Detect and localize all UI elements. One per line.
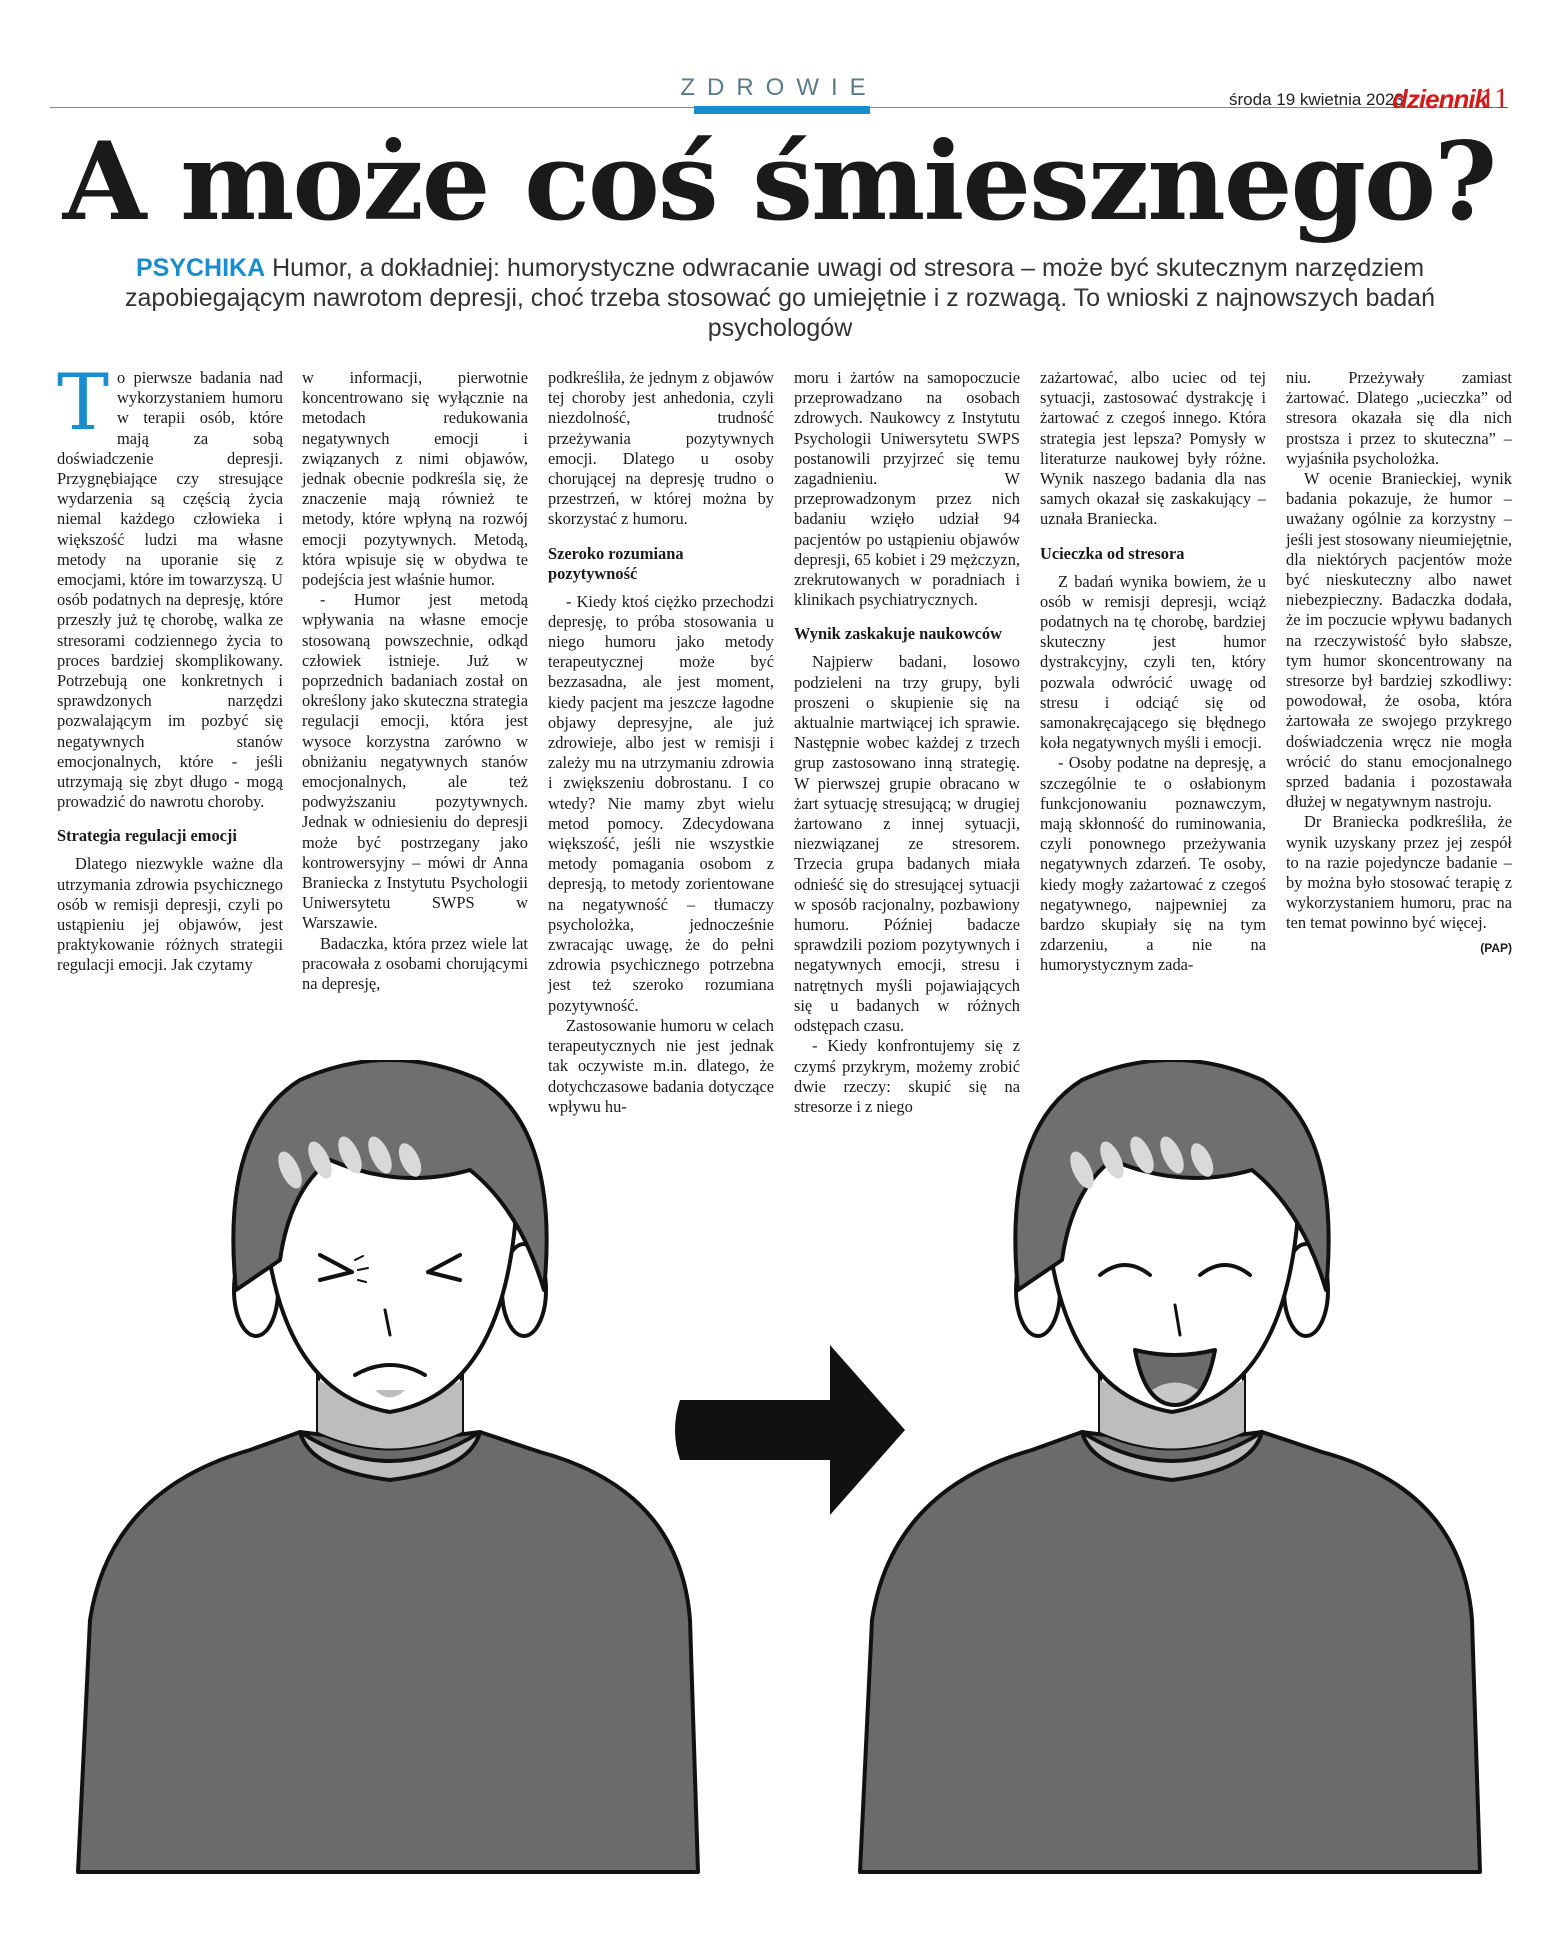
left-shirt <box>78 1432 698 1872</box>
paragraph: - Kiedy ktoś ciężko przechodzi depresję, to próba stosowania u niego humoru jako metody terapeutycznej może być bezzasadna, ale jest moment, kiedy pacjent ma jeszcze łagodne objawy depresyjne, ale już zdrowieje, albo jest w remisji i zależy mu na utrzymaniu zdrowia i zwiększeniu dobrostanu. I co wtedy? Nie mamy zbyt wielu metod pomocy. Zdecydowana większość, jeśli nie wszystkie metody pomagania osobom z depresją, to metody zorientowane na negatywność – tłumaczy psycholożka, jednocześnie zwracając uwagę, że do pełni zdrowia psychicznego potrzebna jest też szeroko rozumiana pozytywność. <box>548 591 774 1015</box>
article-column-5 <box>1040 368 1266 976</box>
first-paragraph <box>57 358 283 812</box>
article-column-1 <box>57 358 283 976</box>
paragraph: Najpierw badani, losowo podzieleni na trzy grupy, byli proszeni o skupienie się na aktualnie martwiącej ich sprawie. Następnie wobec każdej z trzech grup zastosowano inną strategię. W pierwszej grupie obracano w żart sytuację stresującą; w drugiej żartowano z innej sytuacji, niezwiązanej ze stresorem. Trzecia grupa badanych miała odnieść się do stresującej sytuacji w sposób racjonalny, pozbawiony humoru. Później badacze sprawdzili poziom pozytywnych i negatywnych emocji, stresu i natrętnych myśli pojawiających się u badanych w różnych odstępach czasu. <box>794 652 1020 1036</box>
section-label: ZDROWIE <box>680 74 878 101</box>
article-column-6 <box>1286 368 1512 958</box>
credit: (PAP) <box>1480 940 1512 955</box>
issue-date: środa 19 kwietnia 2023 <box>1229 90 1404 109</box>
paragraph: zażartować, albo uciec od tej sytuacji, zastosować dystrakcję i żartować z czegoś innego. Która strategia jest lepsza? Pomysły w literaturze naukowej były różne. Wynik naszego badania dla nas samych okazał się zaskakujący – uznała Braniecka. <box>1040 368 1266 529</box>
headline: A może coś śmiesznego? <box>62 119 1496 245</box>
paragraph: podkreśliła, że jednym z objawów tej choroby jest anhedonia, czyli niezdolność, trudność przeżywania pozytywnych emocji. Dlatego u osoby chorującej na depresję trudno o przestrzeń, w której można by skorzystać z humoru. <box>548 368 774 529</box>
paragraph-text: o pierwsze badania nad wykorzystaniem humoru w terapii osób, które mają za sobą doświadczenie depresji. Przygnębiające czy stresujące wydarzenia są częścią życia niemal każdego człowieka i większość ludzi ma własne metody na uporanie się z emocjami, które im towarzyszą. U osób podatnych na depresję, które przeszły już tę chorobę, walka ze stresorami codziennego życia to proces bardziej skomplikowany. Potrzebują one konkretnych i sprawdzonych narzędzi pozwalającym im pozbyć się negatywnych stanów emocjonalnych, które - jeśli utrzymają się zbyt długo - mogą prowadzić do nawrotu choroby. <box>57 368 283 812</box>
paragraph: Badaczka, która przez wiele lat pracowała z osobami chorującymi na depresję, <box>302 933 528 994</box>
drop-cap: T <box>57 358 110 448</box>
paragraph: W ocenie Branieckiej, wynik badania pokazuje, że humor – uważany ogólnie za korzystny – jeśli jest stosowany nieumiejętnie, dla niektórych pacjentów może być nieskuteczny albo nawet niebezpieczny. Badaczka dodała, że im poczucie wpływu badanych na rzeczywistość było słabsze, tym humor skoncentrowany na stresorze był bardziej szkodliwy: powodował, że osoba, która żartowała ze swojego przykrego doświadczenia wręcz nie mogła wrócić do stanu emocjonalnego sprzed badania i pozostawała dłużej w negatywnym nastroju. <box>1286 469 1512 812</box>
paragraph: niu. Przeżywały zamiast żartować. Dlatego „ucieczka” od stresora okazała się dla nich prostsza i przez to skuteczna” – wyjaśniła psycholożka. <box>1286 368 1512 468</box>
sad-person-illustration <box>78 1060 698 1872</box>
paragraph: Dr Braniecka podkreśliła, że wynik uzyskany przez jej zespół to na razie pojedyncze badanie – by można było stosować terapię z wykorzystaniem humoru, prac na ten temat powinno być więcej. <box>1286 812 1512 933</box>
page-number: 11 <box>1480 82 1509 115</box>
paragraph: Z badań wynika bowiem, że u osób w remisji depresji, wciąż podatnych na tę chorobę, bardziej skuteczny jest humor dystrakcyjny, czyli ten, który pozwala odwrócić uwagę od stresu i odciąć się od samonakręcającego się błędnego koła negatywnych myśli i emocji. <box>1040 571 1266 753</box>
article-column-3 <box>548 368 774 1117</box>
paragraph: moru i żartów na samopoczucie przeprowadzano na osobach zdrowych. Naukowcy z Instytutu Psychologii Uniwersytetu SWPS postanowili przyjrzeć się temu zagadnieniu. W przeprowadzonym przez nich badaniu wzięło udział 94 pacjentów po ustąpieniu objawów depresji, 65 kobiet i 29 mężczyzn, zrekrutowanych w poradniach i klinikach psychiatrycznych. <box>794 368 1020 610</box>
subheading-wynik: Wynik zaskakuje naukowców <box>794 624 1002 644</box>
subheading-strategia: Strategia regulacji emocji <box>57 826 237 846</box>
brand-logo: dziennik <box>1392 84 1489 114</box>
happy-person-illustration <box>860 1060 1480 1872</box>
paragraph: - Humor jest metodą wpływania na własne emocje stosowaną powszechnie, odkąd człowiek istnieje. Już w poprzednich badaniach został on określony jako skuteczna strategia regulacji emocji, która jest wysoce korzystna zarówno w obniżaniu negatywnych stanów emocjonalnych, ale też podwyższaniu pozytywnych. Jednak w odniesieniu do depresji może być postrzegany jako kontrowersyjny – mówi dr Anna Braniecka z Instytutu Psychologii Uniwersytetu SWPS w Warszawie. <box>302 590 528 933</box>
illustration-sad-to-happy <box>0 1060 1558 1880</box>
lead-tag: PSYCHIKA <box>135 254 266 282</box>
paragraph: Dlatego niezwykle ważne dla utrzymania zdrowia psychicznego osób w remisji depresji, czyli po ustąpieniu jej objawów, jest praktykowanie różnych strategii regulacji emocji. Jak czytamy <box>57 854 283 975</box>
paragraph: - Kiedy konfrontujemy się z czymś przykrym, możemy zrobić dwie rzeczy: skupić się na stresorze i z niego <box>794 1036 1020 1116</box>
paragraph: w informacji, pierwotnie koncentrowano się wyłącznie na metodach redukowania negatywnych emocji i związanych z nimi objawów, jednak obecnie podkreśla się, że znaczenie mają również te metody, które wpłyną na rozwój emocji pozytywnych. Metodą, która wpisuje się w obydwa te podejścia jest właśnie humor. <box>302 368 528 590</box>
subheading-szeroko: Szeroko rozumiana pozytywność <box>548 543 684 583</box>
lead-paragraph <box>90 253 1470 343</box>
arrow-right-icon <box>675 1345 905 1515</box>
right-shirt <box>860 1432 1480 1872</box>
article-column-4 <box>794 368 1020 1117</box>
article-column-2 <box>302 368 528 994</box>
subheading-ucieczka: Ucieczka od stresora <box>1040 543 1185 563</box>
paragraph: - Osoby podatne na depresję, a szczególnie te o osłabionym funkcjonowaniu poznawczym, mają skłonność do ruminowania, czyli ponownego przeżywania negatywnych zdarzeń. Te osoby, kiedy mogły zażartować z czegoś negatywnego, najpewniej za bardzo skupiały się na tym zdarzeniu, a nie na humorystycznym zada- <box>1040 753 1266 975</box>
paragraph: Zastosowanie humoru w celach terapeutycznych nie jest jednak tak oczywiste m.in. dlatego, że dotychczasowe badania dotyczące wpływu hu- <box>548 1015 774 1116</box>
lead-text: Humor, a dokładniej: humorystyczne odwracanie uwagi od stresora – może być skutecznym narzędziem zapobiegającym nawrotom depresji, choć trzeba stosować go umiejętnie i z rozwagą. To wnioski z najnowszych badań psychologów <box>125 254 1435 342</box>
